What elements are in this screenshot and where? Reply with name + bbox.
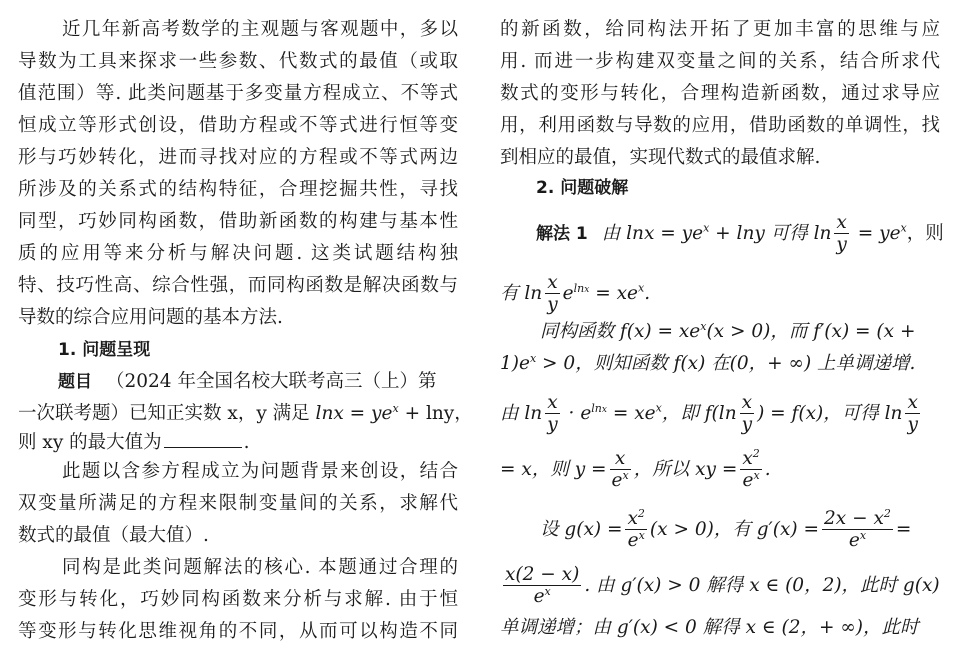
intro-line: 特、技巧性高、综合性强，而同构函数是解决函数与 (18, 275, 458, 296)
cont-line: 的新函数，给同构法开拓了更加丰富的思维与应 (500, 19, 940, 40)
solution-line-3: 由 ln $\frac{x}{y}$ · $e^{lnx} = xe^x$，即 f(ln $\frac{x}{y}$ ) = f(x)，可得 ln $\frac{x}{y}$ (500, 392, 918, 436)
intro-line: 恒成立等形式创设，借助方程或不等式进行恒等变 (18, 115, 458, 136)
fraction-x-over-y: $\frac{x}{y}$ (836, 212, 847, 256)
intro-line: 质的应用等来分析与解决问题. 这类试题结构独 (18, 243, 458, 264)
fraction-x2-over-ex: $\frac{x^2}{e^x}$ (742, 446, 760, 492)
fraction-x2-over-ex: $\frac{x^2}{e^x}$ (627, 506, 645, 552)
fraction-x-over-ex: $\frac{x}{e^x}$ (611, 448, 629, 492)
method-line: 同构是此类问题解法的核心. 本题通过合理的 (62, 557, 458, 578)
section-heading-solution: 2. 问题破解 (536, 178, 629, 198)
intro-line: 导数为工具来探求一些参数、代数式的最值（或取 (18, 51, 458, 72)
function-deriv-line: $1)e^x > 0$，则知函数 f(x) 在(0，+ ∞) 上单调递增. (500, 351, 916, 374)
fraction-derivative-simplified: $\frac{x(2 - x)}{e^x}$ (505, 564, 580, 608)
solution-line-6: $\frac{x(2 - x)}{e^x}$ . 由 g′(x) > 0 解得 x ∈ (0，2)，此时 g(x) (505, 564, 940, 608)
problem-line-1: 题目 （2024 年全国名校大联考高三（上）第 (58, 371, 437, 392)
answer-blank (164, 430, 242, 448)
section-heading-problem: 1. 问题呈现 (58, 340, 151, 360)
fraction-x-over-y: $\frac{x}{y}$ (741, 392, 753, 436)
solution-line-1: 解法 1 由 $\ln x = ye^x + \ln y$ 可得 ln $\frac{x}{y}$ = $ye^x$，则 (536, 212, 944, 256)
analysis-line: 数式的最值（最大值）. (18, 525, 209, 546)
cont-line: 数式的变形与转化，合理构造新函数，通过求导应 (500, 83, 940, 104)
cont-line: 到相应的最值，实现代数式的最值求解. (500, 147, 821, 168)
problem-line-3: 则 xy 的最大值为 . (18, 432, 250, 453)
analysis-line: 此题以含参方程成立为问题背景来创设，结合 (62, 461, 458, 482)
problem-line-2: 一次联考题）已知正实数 x，y 满足 $\ln x = ye^x + \ln y$， (18, 401, 473, 424)
fraction-x-over-y: $\frac{x}{y}$ (547, 392, 558, 436)
solution-line-5: 设 g(x) = $\frac{x^2}{e^x}$ (x > 0)，有 g′(x) = $\frac{2x - x^2}{e^x}$ = (540, 506, 912, 552)
intro-line: 值范围）等. 此类问题基于多变量方程成立、不等式 (18, 83, 458, 104)
intro-line: 近几年新高考数学的主观题与客观题中，多以 (62, 19, 458, 40)
fraction-x-over-y: $\frac{x}{y}$ (547, 272, 558, 316)
problem-equation: lnx = ye (315, 403, 393, 424)
solution-line-7: 单调递增；由 g′(x) < 0 解得 x ∈ (2，+ ∞)，此时 (500, 617, 919, 638)
method-line: 变形与转化，巧妙同构函数来分析与求解. 由于恒 (18, 589, 458, 610)
intro-line: 所涉及的关系式的结构特征，合理挖掘共性，寻找 (18, 179, 458, 200)
intro-line: 导数的综合应用问题的基本方法. (18, 307, 283, 328)
analysis-line: 双变量所满足的方程来限制变量间的关系，求解代 (18, 493, 458, 514)
cont-line: 用. 而进一步构建双变量之间的关系，结合所求代 (500, 51, 940, 72)
intro-line: 同型，巧妙同构函数，借助新函数的构建与基本性 (18, 211, 458, 232)
problem-label: 题目 (58, 372, 92, 392)
fraction-derivative: $\frac{2x - x^2}{e^x}$ (824, 506, 891, 552)
solution-line-4: = x，则 y = $\frac{x}{e^x}$ ，所以 xy = $\frac{x^2}{e^x}$ . (500, 446, 771, 492)
method-line: 等变形与转化思维视角的不同，从而可以构造不同 (18, 621, 458, 642)
function-def-line: 同构函数 $f(x) = xe^x(x > 0)$，而 f′(x) = (x + (540, 319, 916, 342)
solution-line-2: 有 ln $\frac{x}{y}$ $e^{lnx} = xe^x$. (500, 272, 651, 316)
solution-label: 解法 1 (536, 223, 588, 244)
fraction-x-over-y: $\frac{x}{y}$ (907, 392, 918, 436)
cont-line: 用，利用函数与导数的应用，借助函数的单调性，找 (500, 115, 940, 136)
intro-line: 形与巧妙转化，进而寻找对应的方程或不等式两边 (18, 147, 458, 168)
